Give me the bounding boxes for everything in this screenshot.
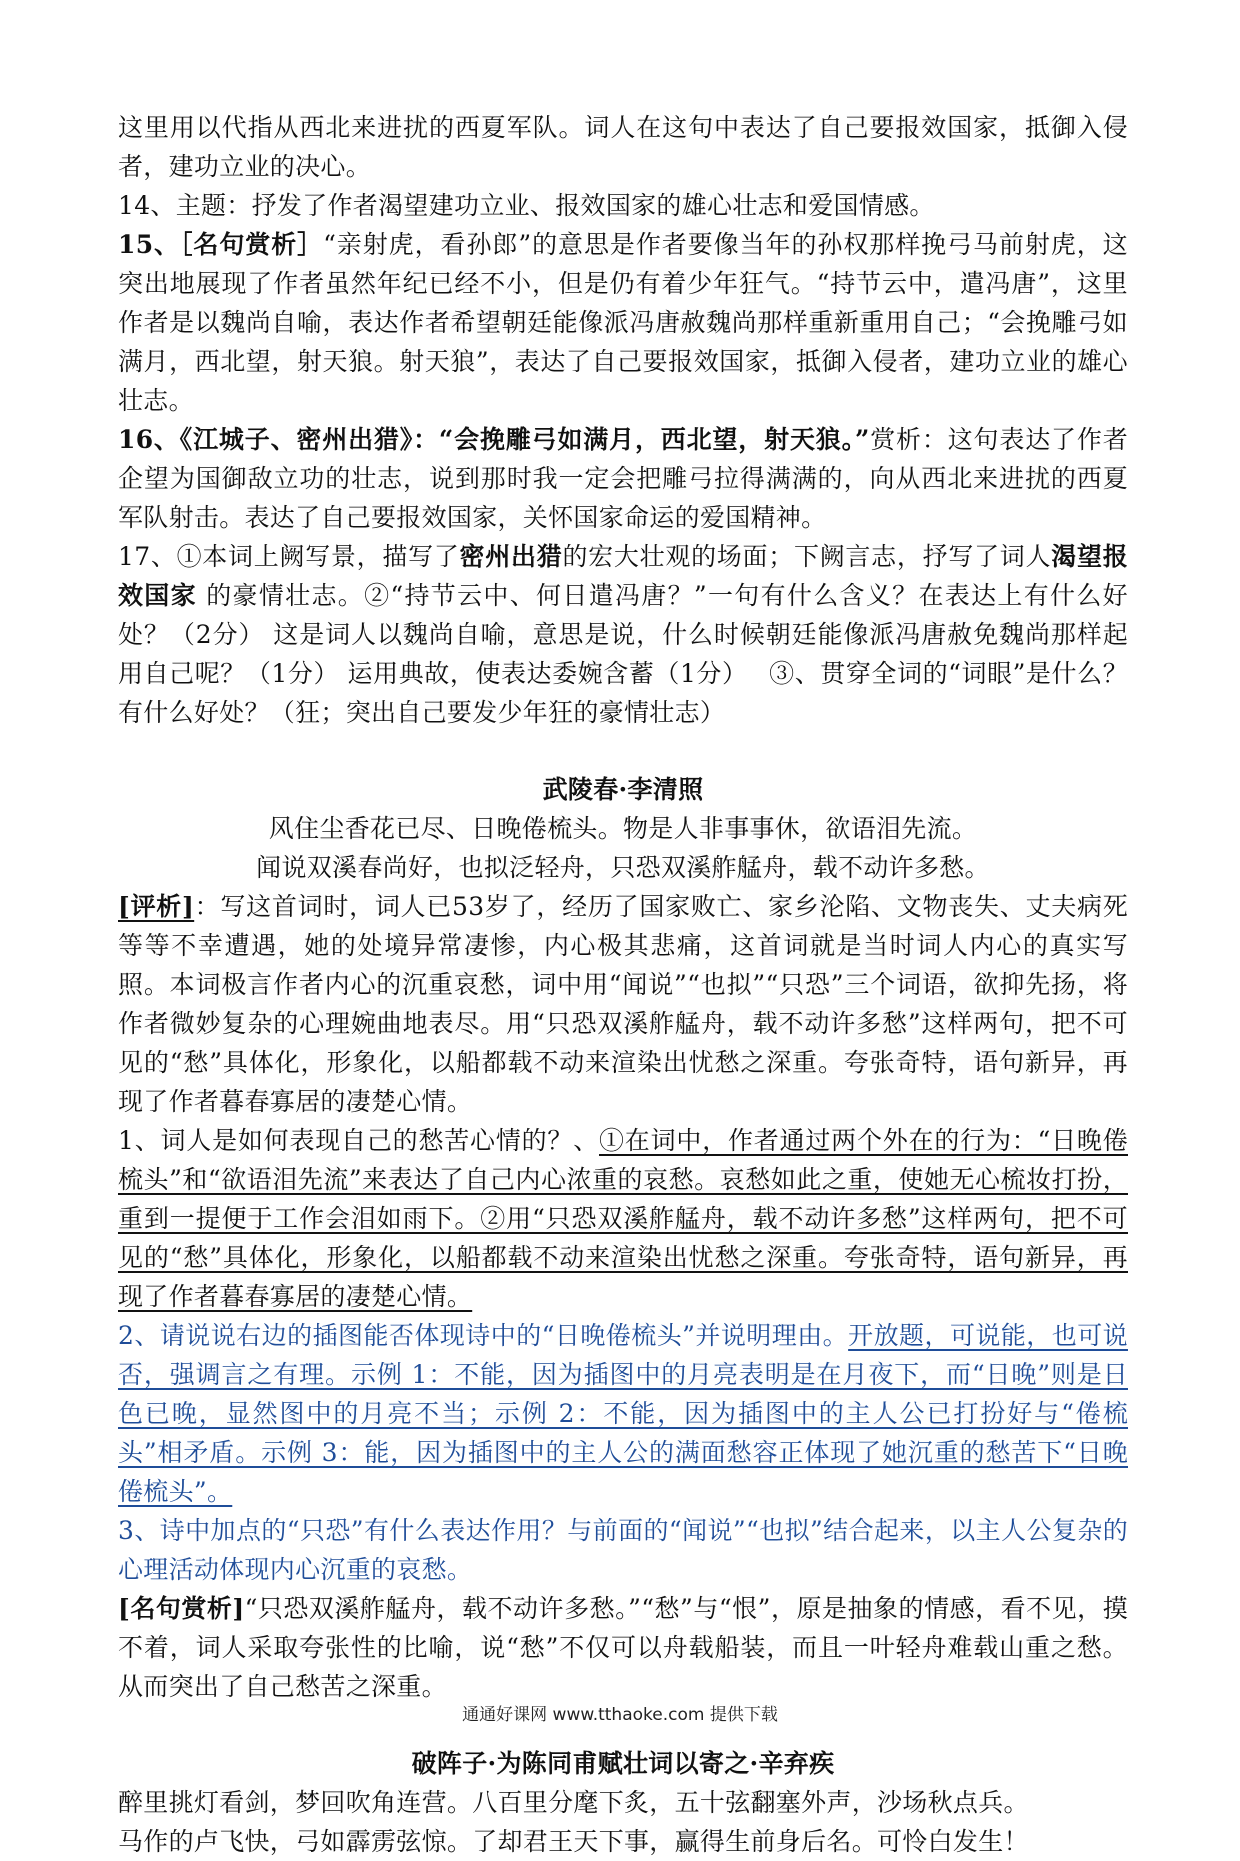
question-3: 3、诗中加点的“只恐”有什么表达作用？与前面的“闻说”“也拟”结合起来，以主人公复杂的心理活动体现内心沉重的哀愁。 [118,1516,1128,1584]
section-title-wulingchun: 武陵春·李清照 [542,775,704,804]
question-1 [118,1121,1128,1316]
paragraph-intro: 这里用以代指从西北来进扰的西夏军队。词人在这句中表达了自己要报效国家，抵御入侵者，建功立业的决心。 [118,113,1128,181]
page-footer: 通通好课网 www.tthaoke.com 提供下载 [462,1705,778,1725]
paragraph-pingxi [118,887,1128,1121]
question-2-text: 2、请说说右边的插图能否体现诗中的“日晚倦梳头”并说明理由。 [118,1321,849,1350]
tag-pingxi: [评析] [118,892,195,921]
document-content [118,108,1128,1861]
paragraph-15 [118,225,1128,420]
paragraph-15-text: “亲射虎，看孙郎”的意思是作者要像当年的孙权那样挽弓马前射虎，这突出地展现了作者虽然年纪已经不小，但是仍有着少年狂气。“持节云中，遣冯唐”，这里作者是以魏尚自喻，表达作者希望朝廷能像派冯唐赦魏尚那样重新重用自己；“会挽雕弓如满月，西北望，射天狼。射天狼”，表达了自己要报效国家，抵御入侵者，建功立业的雄心壮志。 [118,230,1128,415]
question-1-text: 1、词人是如何表现自己的愁苦心情的？、 [118,1126,600,1155]
paragraph-16-quote: 16、《江城子、密州出猎》：“会挽雕弓如满月，西北望，射天狼。” [118,425,870,454]
section-pozhenzi [118,1744,1128,1861]
section-jiangchengzi-analysis [118,108,1128,732]
keyword-kewang-baoxiao: 渴望报效国家 [118,542,1129,610]
poem-line-1: 醉里挑灯看剑，梦回吹角连营。八百里分麾下炙，五十弦翻塞外声，沙场秋点兵。 [118,1788,1029,1817]
paragraph-14: 14、主题：抒发了作者渴望建功立业、报效国家的雄心壮志和爱国情感。 [118,191,935,220]
poem-line-2: 闻说双溪春尚好，也拟泛轻舟，只恐双溪舴艋舟，载不动许多愁。 [256,853,990,882]
paragraph-16-text: 赏析：这句表达了作者企望为国御敌立功的壮志，说到那时我一定会把雕弓拉得满满的，向从西北来进扰的西夏军队射击。表达了自己要报效国家，关怀国家命运的爱国精神。 [118,425,1128,532]
mingju-text: “只恐双溪舴艋舟，载不动许多愁。”“愁”与“恨”，原是抽象的情感，看不见，摸不着，词人采取夸张性的比喻，说“愁”不仅可以舟载船装，而且一叶轻舟难载山重之愁。从而突出了自己愁苦之深重。 [118,1594,1128,1701]
paragraph-17 [118,537,1128,732]
answer-1: ①在词中，作者通过两个外在的行为：“日晚倦梳头”和“欲语泪先流”来表达了自己内心浓重的哀愁。哀愁如此之重，使她无心梳妆打扮，重到一提便于工作会泪如雨下。②用“只恐双溪舴艋舟，载不动许多愁”这样两句，把不可见的“愁”具体化，形象化，以船都载不动来渲染出忧愁之深重。夸张奇特，语句新异，再现了作者暮春寡居的凄楚心情。 [118,1126,1128,1311]
pingxi-text: ：写这首词时，词人已53岁了，经历了国家败亡、家乡沦陷、文物丧失、丈夫病死等等不幸遭遇，她的处境异常凄惨，内心极其悲痛，这首词就是当时词人内心的真实写照。本词极言作者内心的沉重哀愁，词中用“闻说”“也拟”“只恐”三个词语，欲抑先扬，将作者微妙复杂的心理婉曲地表尽。用“只恐双溪舴艋舟，载不动许多愁”这样两句，把不可见的“愁”具体化，形象化，以船都载不动来渲染出忧愁之深重。夸张奇特，语句新异，再现了作者暮春寡居的凄楚心情。 [118,892,1128,1116]
keyword-mizhou-chulie: 密州出猎 [459,542,563,571]
tag-mingju-shangxi-2: [名句赏析] [118,1594,245,1623]
poem-line-1: 风住尘香花已尽、日晚倦梳头。物是人非事事休，欲语泪先流。 [268,814,978,843]
paragraph-17-part-a: 17、①本词上阙写景，描写了 [118,542,460,571]
section-title-pozhenzi: 破阵子·为陈同甫赋壮词以寄之·辛弃疾 [411,1749,835,1778]
tag-mingju-shangxi: ［名句赏析］ [179,230,324,259]
question-2 [118,1316,1128,1511]
paragraph-17-part-d: 的豪情壮志。②“持节云中、何日遣冯唐？”一句有什么含义？在表达上有什么好处？（2分） 这是词人以魏尚自喻，意思是说，什么时候朝廷能像派冯唐赦免魏尚那样起用自己呢？（1分） 运用典故，使表达委婉含蓄（1分） ③、贯穿全词的“词眼”是什么？有什么好处？（狂；突出自己要发少年狂的豪情壮志） [118,581,1128,727]
section-wulingchun [118,770,1128,1706]
answer-2: 开放题，可说能，也可说否，强调言之有理。示例 1：不能，因为插图中的月亮表明是在月夜下，而“日晚”则是日色已晚，显然图中的月亮不当；示例 2：不能，因为插图中的主人公已打扮好与“倦梳头”相矛盾。示例 3：能，因为插图中的主人公的满面愁容正体现了她沉重的愁苦下“日晚倦梳头”。 [118,1321,1128,1506]
item-number-15: 15、 [118,230,180,259]
poem-line-2: 马作的卢飞快，弓如霹雳弦惊。了却君王天下事，赢得生前身后名。可怜白发生！ [118,1827,1029,1856]
paragraph-16 [118,420,1128,537]
paragraph-17-part-c: 的宏大壮观的场面；下阙言志，抒写了词人 [562,542,1052,571]
paragraph-mingju-shangxi [118,1589,1128,1706]
spacer [118,732,1128,770]
